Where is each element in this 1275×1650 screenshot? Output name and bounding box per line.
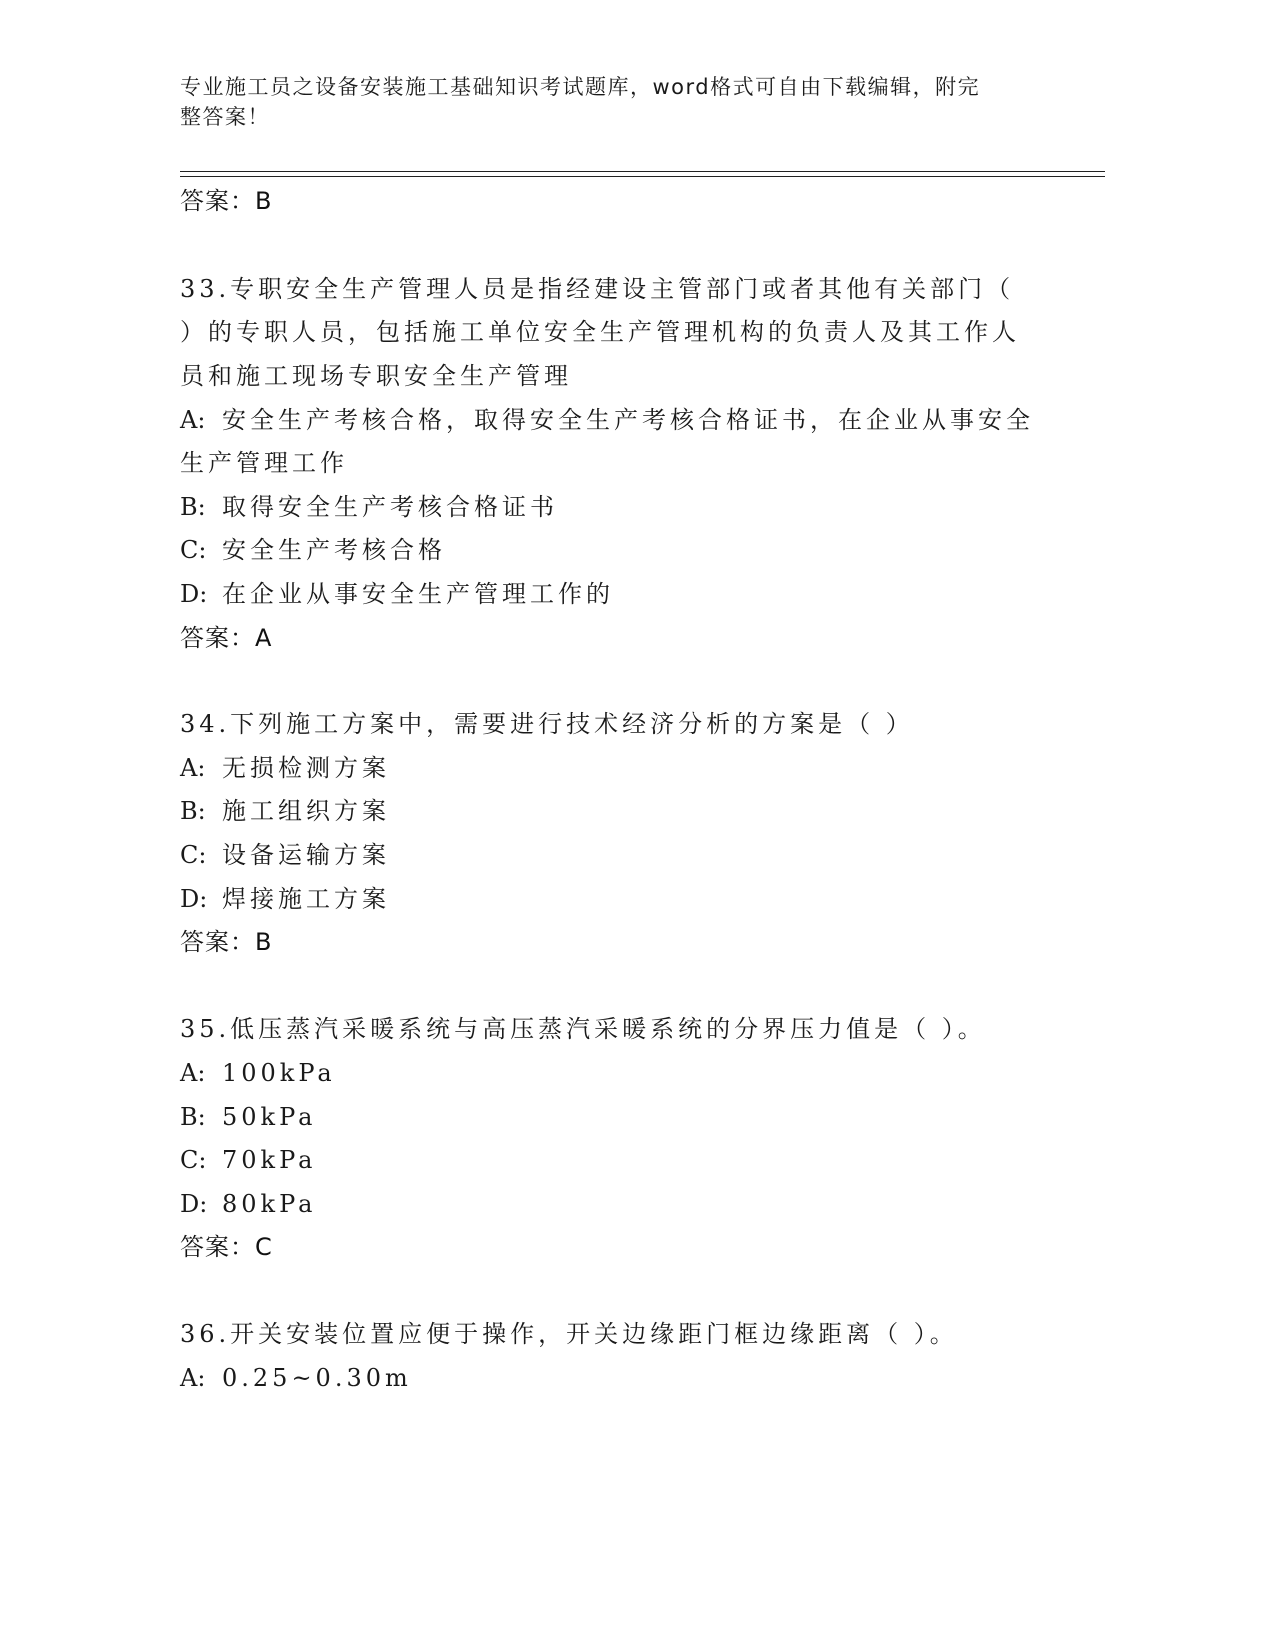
question-34-option-c bbox=[180, 840, 390, 870]
question-35-option-a bbox=[180, 1058, 336, 1088]
option-label: B: bbox=[180, 493, 206, 521]
option-text: 0.25~0.30m bbox=[222, 1364, 412, 1392]
option-text: 安全生产考核合格 bbox=[222, 536, 446, 564]
option-label: C: bbox=[180, 841, 207, 869]
option-text: 50kPa bbox=[222, 1103, 317, 1131]
header-line-1: 专业施工员之设备安装施工基础知识考试题库，word格式可自由下载编辑，附完 bbox=[180, 75, 981, 99]
option-text: 在企业从事安全生产管理工作的 bbox=[222, 580, 614, 608]
question-35-option-d bbox=[180, 1189, 316, 1219]
question-34-option-d bbox=[180, 884, 390, 914]
question-33-answer: 答案：A bbox=[180, 624, 273, 652]
option-text: 80kPa bbox=[222, 1190, 317, 1218]
question-36-option-a bbox=[180, 1363, 412, 1393]
header-divider bbox=[180, 176, 1105, 177]
question-33-option-b bbox=[180, 492, 558, 522]
question-34-answer: 答案：B bbox=[180, 928, 273, 956]
question-33-option-a bbox=[180, 405, 1034, 435]
option-label: B: bbox=[180, 797, 206, 825]
option-label: A: bbox=[180, 754, 206, 782]
question-35-option-c bbox=[180, 1145, 316, 1175]
option-text: 施工组织方案 bbox=[222, 797, 390, 825]
option-label: D: bbox=[180, 580, 208, 608]
option-label: D: bbox=[180, 885, 208, 913]
document-header bbox=[180, 72, 1040, 132]
option-label: C: bbox=[180, 1146, 207, 1174]
question-33-line-2: ）的专职人员，包括施工单位安全生产管理机构的负责人及其工作人 bbox=[180, 318, 1020, 346]
header-line-2: 整答案！ bbox=[180, 105, 270, 129]
option-text: 无损检测方案 bbox=[222, 754, 390, 782]
answer-prev: 答案：B bbox=[180, 187, 273, 215]
question-33-option-c bbox=[180, 535, 446, 565]
question-33-line-1: 33.专职安全生产管理人员是指经建设主管部门或者其他有关部门（ bbox=[180, 275, 1015, 303]
option-label: C: bbox=[180, 536, 207, 564]
option-label: D: bbox=[180, 1190, 208, 1218]
option-label: A: bbox=[180, 1059, 206, 1087]
option-text: 70kPa bbox=[222, 1146, 317, 1174]
option-text: 设备运输方案 bbox=[222, 841, 390, 869]
option-label: A: bbox=[180, 1364, 206, 1392]
option-text: 安全生产考核合格，取得安全生产考核合格证书，在企业从事安全 bbox=[222, 406, 1034, 434]
question-33-line-3: 员和施工现场专职安全生产管理 bbox=[180, 362, 572, 390]
option-text: 焊接施工方案 bbox=[222, 885, 390, 913]
question-35-answer: 答案：C bbox=[180, 1233, 273, 1261]
question-36-line-1: 36.开关安装位置应便于操作，开关边缘距门框边缘距离（ ）。 bbox=[180, 1320, 958, 1348]
option-text: 100kPa bbox=[222, 1059, 336, 1087]
question-35-option-b bbox=[180, 1102, 316, 1132]
option-label: A: bbox=[180, 406, 206, 434]
question-33-option-d bbox=[180, 579, 614, 609]
question-34-option-a bbox=[180, 753, 390, 783]
question-33-option-a-cont: 生产管理工作 bbox=[180, 449, 348, 477]
question-35-line-1: 35.低压蒸汽采暖系统与高压蒸汽采暖系统的分界压力值是（ ）。 bbox=[180, 1015, 986, 1043]
option-text: 取得安全生产考核合格证书 bbox=[222, 493, 558, 521]
header-divider bbox=[180, 171, 1105, 172]
question-34-line-1: 34.下列施工方案中，需要进行技术经济分析的方案是（ ） bbox=[180, 710, 914, 738]
question-34-option-b bbox=[180, 796, 390, 826]
option-label: B: bbox=[180, 1103, 206, 1131]
